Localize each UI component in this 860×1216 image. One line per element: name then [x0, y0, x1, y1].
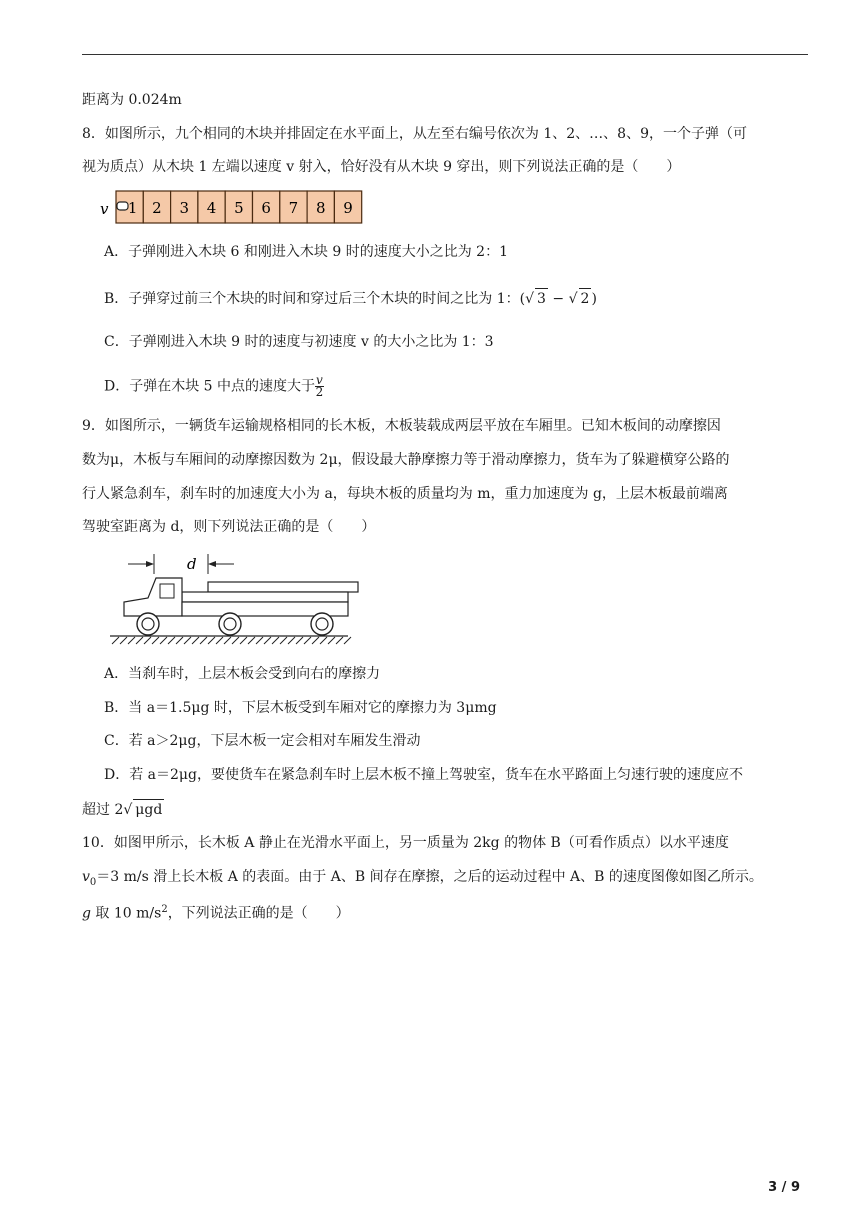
- q9-option-d-line1: D．若 a＝2μg，要使货车在紧急刹车时上层木板不撞上驾驶室，货车在水平路面上匀速行驶的速度应不: [104, 767, 743, 783]
- bullet-icon: [117, 202, 128, 210]
- continued-text: 距离为 0.024m: [82, 92, 182, 108]
- ground-hatch: [288, 637, 295, 644]
- q9-stem-line1: 9．如图所示，一辆货车运输规格相同的长木板，木板装载成两层平放在车厢里。已知木板间的动摩擦因: [82, 418, 721, 434]
- ground-hatch: [200, 637, 207, 644]
- ground-hatch: [112, 637, 119, 644]
- ground-hatch: [168, 637, 175, 644]
- ground-hatch: [136, 637, 143, 644]
- ground-hatch: [216, 637, 223, 644]
- page-number: 3 / 9: [768, 1180, 800, 1195]
- q8-blocks-figure: [98, 190, 368, 226]
- q9-stem-line3: 行人紧急刹车，刹车时的加速度大小为 a，每块木板的质量均为 m，重力加速度为 g，上层木板最前端离: [82, 486, 728, 502]
- wood-block-label: 8: [315, 199, 326, 217]
- q8-stem-line2: 视为质点）从木块 1 左端以速度 v 射入，恰好没有从木块 9 穿出，则下列说法正确的是（ ）: [82, 159, 681, 175]
- q9-option-a: A．当刹车时，上层木板会受到向右的摩擦力: [104, 666, 381, 682]
- wood-block-label: 6: [261, 199, 271, 217]
- q9-option-c: C．若 a＞2μg，下层木板一定会相对车厢发生滑动: [104, 733, 421, 749]
- wood-block-label: 5: [234, 199, 244, 217]
- ground-hatch: [304, 637, 311, 644]
- d-label: d: [187, 555, 197, 573]
- q10-stem-line2: $v_0=3$ m/s 滑上长木板 A 的表面。由于 A、B 间存在摩擦，之后的运动过程中 A、B 的速度图像如图乙所示。: [82, 869, 763, 888]
- v-over-2-fraction: $\frac{v}{2}$: [315, 373, 324, 399]
- ground-hatch: [264, 637, 271, 644]
- ground-hatch: [312, 637, 319, 644]
- ground-hatch: [160, 637, 167, 644]
- ground-hatch: [232, 637, 239, 644]
- q8-stem-line1: 8．如图所示，九个相同的木块并排固定在水平面上，从左至右编号依次为 1、2、…、8、9，一个子弹（可: [82, 126, 747, 142]
- wood-block-label: 2: [152, 199, 162, 217]
- ground-hatch: [128, 637, 135, 644]
- wood-block-label: 1: [127, 199, 138, 217]
- ground-hatch: [248, 637, 255, 644]
- ground-hatch: [144, 637, 151, 644]
- ground-hatch: [272, 637, 279, 644]
- wood-block-label: 7: [288, 199, 299, 217]
- q9-option-b: B．当 a＝1.5μg 时，下层木板受到车厢对它的摩擦力为 3μmg: [104, 700, 497, 716]
- wood-block-label: 3: [179, 199, 190, 217]
- ground-hatch: [120, 637, 127, 644]
- ground-hatch: [336, 637, 343, 644]
- ground-hatch: [208, 637, 215, 644]
- q8-option-c: C．子弹刚进入木块 9 时的速度与初速度 v 的大小之比为 1：3: [104, 334, 494, 350]
- q8-option-b: B．子弹穿过前三个木块的时间和穿过后三个木块的时间之比为 1：(√ 3 − √ 2 ): [104, 288, 597, 309]
- q10-stem-line1: 10．如图甲所示，长木板 A 静止在光滑水平面上，另一质量为 2kg 的物体 B（可看作质点）以水平速度: [82, 835, 729, 851]
- q8-option-a: A．子弹刚进入木块 6 和刚进入木块 9 时的速度大小之比为 2：1: [104, 244, 508, 260]
- q9-truck-figure: [108, 552, 368, 648]
- q9-stem-line2: 数为μ，木板与车厢间的动摩擦因数为 2μ，假设最大静摩擦力等于滑动摩擦力，货车为了躲避横穿公路的: [82, 452, 730, 468]
- ground-hatch: [184, 637, 191, 644]
- header-rule: [82, 54, 808, 55]
- q8-option-d: D．子弹在木块 5 中点的速度大于 $\frac{v}{2}$: [104, 373, 324, 399]
- ground-hatch: [192, 637, 199, 644]
- velocity-label: v: [100, 200, 109, 218]
- ground-hatch: [256, 637, 263, 644]
- q9-option-d-line2: 超过 2√ μgd: [82, 799, 164, 820]
- ground-hatch: [344, 637, 351, 644]
- ground-hatch: [224, 637, 231, 644]
- ground-hatch: [328, 637, 335, 644]
- ground-hatch: [320, 637, 327, 644]
- ground-hatch: [176, 637, 183, 644]
- ground-hatch: [240, 637, 247, 644]
- q9-stem-line4: 驾驶室距离为 d，则下列说法正确的是（ ）: [82, 519, 376, 535]
- wood-block-label: 4: [206, 199, 217, 217]
- q10-stem-line3: g 取 10 $m/s^2$，下列说法正确的是（ ）: [82, 904, 350, 922]
- wood-block-label: 9: [343, 199, 353, 217]
- ground-hatch: [280, 637, 287, 644]
- ground-hatch: [152, 637, 159, 644]
- ground-hatch: [296, 637, 303, 644]
